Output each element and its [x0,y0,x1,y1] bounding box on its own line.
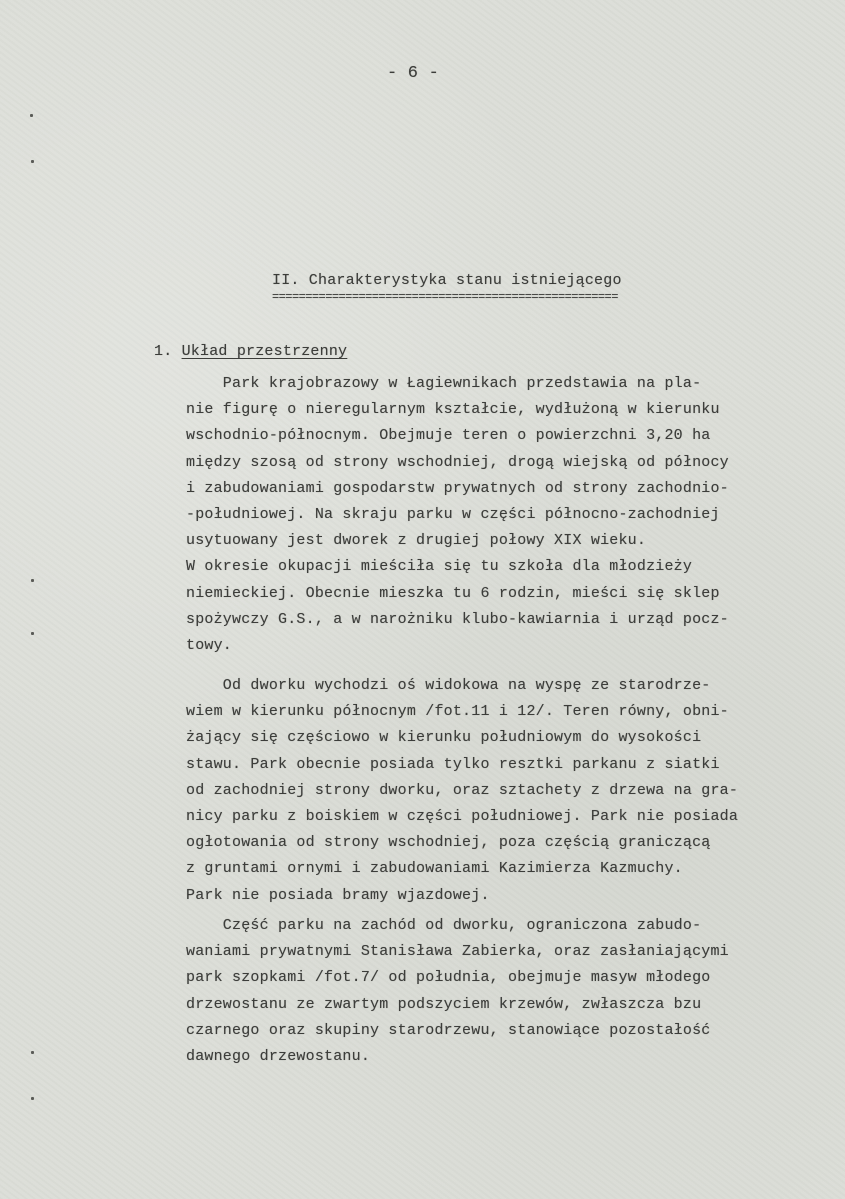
margin-mark [31,1097,34,1100]
margin-mark [31,579,34,582]
heading-double-underline: ==================================================== [272,290,618,304]
margin-mark [31,632,34,635]
paragraph: Park krajobrazowy w Łagiewnikach przedstawia na pla- nie figurę o nieregularnym kształcie, wydłużoną w kierunku wschodnio-północnym. Obejmuje teren o powierzchni 3,20 ha między szosą od strony wschodniej, drogą wiejską od północy i zabudowaniami gospodarstw prywatnych od strony zachodnio- -południowej. Na skraju parku w części północno-zachodniej usytuowany jest dworek z drugiej połowy XIX wieku. W okresie okupacji mieściła się tu szkoła dla młodzieży niemieckiej. Obecnie mieszka tu 6 rodzin, mieści się sklep spożywczy G.S., a w narożniku klubo-kawiarnia i urząd pocz- towy. [186,375,729,655]
subsection-title: Układ przestrzenny [181,343,348,360]
paragraph: Część parku na zachód od dworku, ograniczona zabudo- waniami prywatnymi Stanisława Zabierka, oraz zasłaniającymi park szopkami /fot.7/ od południa, obejmuje masyw młodego drzewostanu ze zwartym podszyciem krzewów, zwłaszcza bzu czarnego oraz skupiny starodrzewu, stanowiące pozostałość dawnego drzewostanu. [186,917,729,1066]
margin-mark [31,1051,34,1054]
subsection-number: 1. [154,343,173,360]
paragraph: Od dworku wychodzi oś widokowa na wyspę ze starodrze- wiem w kierunku północnym /fot.11 i 12/. Teren równy, obni- żający się częściowo w kierunku południowym do wysokości stawu. Park obecnie posiada tylko resztki parkanu z siatki od zachodniej strony dworku, oraz sztachety z drzewa na gra- nicy parku z boiskiem w części południowej. Park nie posiada ogłotowania od strony wschodniej, poza częścią graniczącą z gruntami ornymi i zabudowaniami Kazimierza Kazmuchy. Park nie posiada bramy wjazdowej. [186,677,739,904]
margin-mark [30,114,33,117]
subsection-heading [154,340,347,364]
page-number: - 6 - [387,64,440,83]
section-heading: II. Charakterystyka stanu istniejącego [272,272,622,289]
margin-mark [31,160,34,163]
